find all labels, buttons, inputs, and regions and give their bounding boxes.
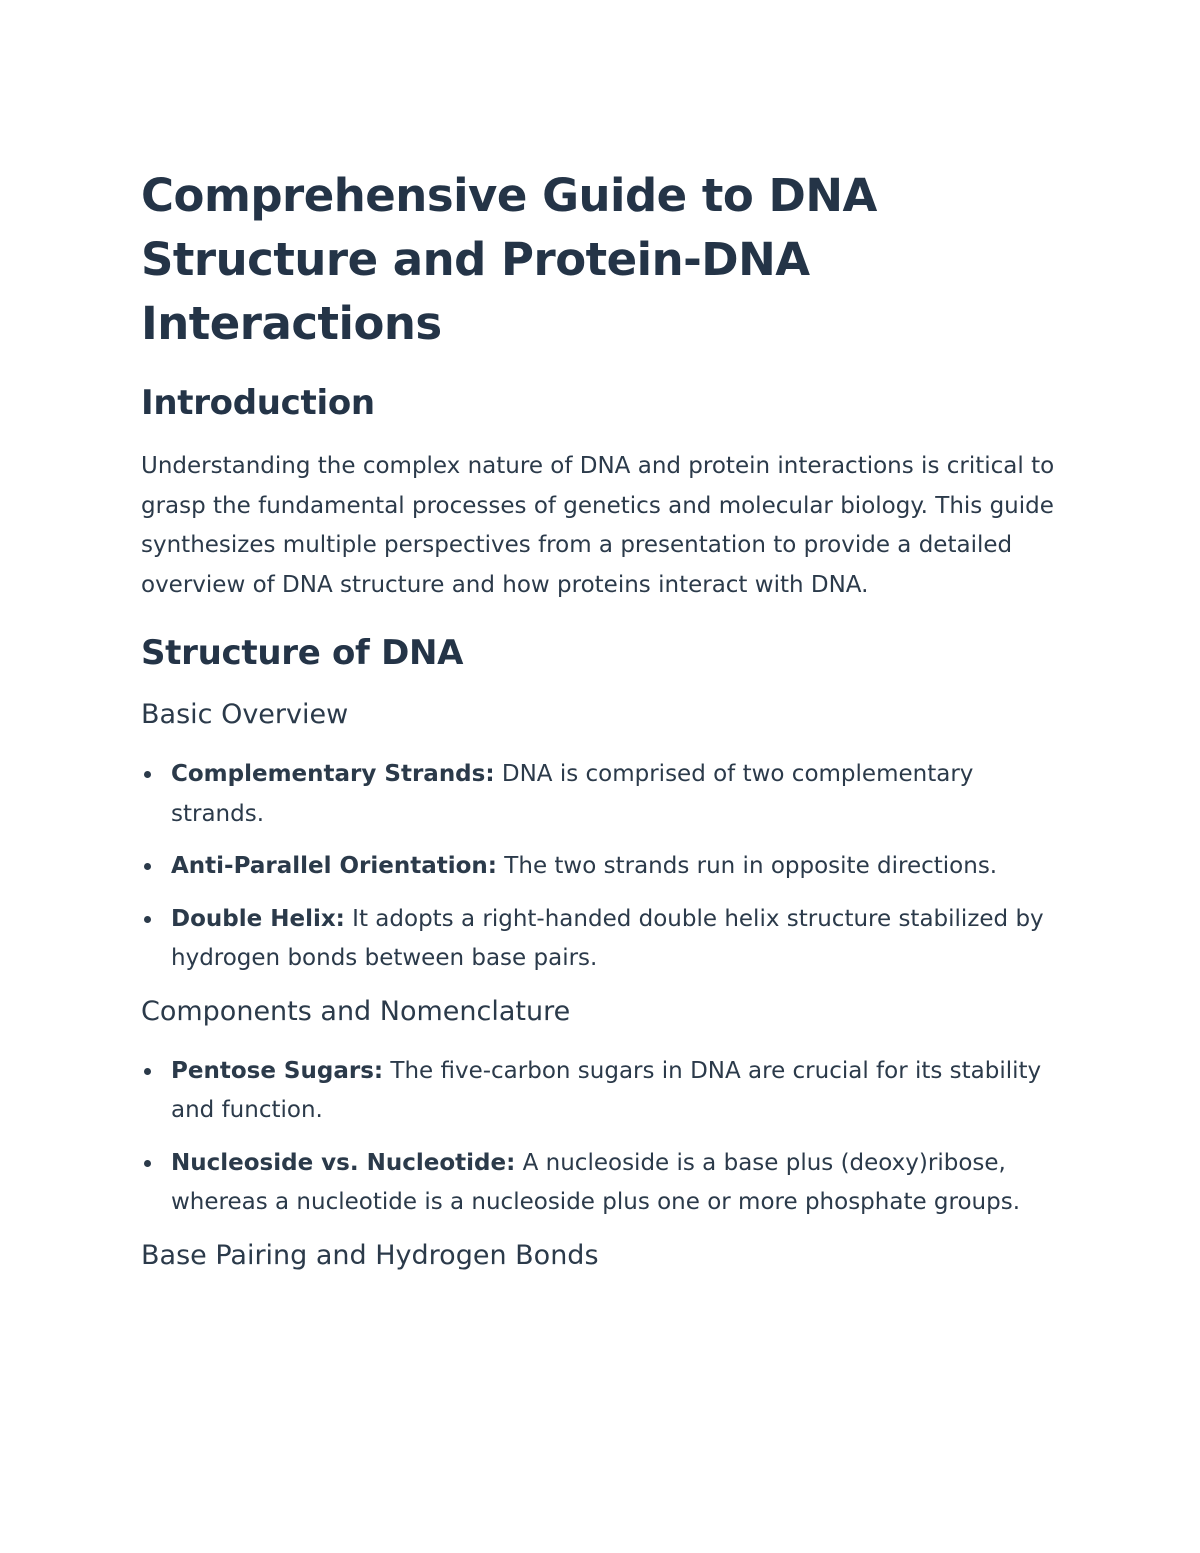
introduction-paragraph: Understanding the complex nature of DNA and protein interactions is critical to grasp the fundamental processes of genetics and molecular biology. This guide synthesizes multiple perspectives from a presentation to provide a detailed overview of DNA structure and how proteins interact with DNA.	[141, 453, 1055, 598]
components-list	[141, 1052, 1061, 1223]
bullet-icon	[144, 1068, 151, 1075]
bullet-icon	[144, 771, 151, 778]
list-item	[141, 1144, 1061, 1223]
list-item-term: Complementary Strands:	[171, 761, 495, 787]
list-item-text: The five-carbon sugars in DNA are crucial for its stability and function.	[171, 1057, 1042, 1123]
list-item	[141, 847, 1061, 887]
basic-overview-list	[141, 755, 1061, 979]
list-item-term: Pentose Sugars:	[171, 1057, 384, 1084]
list-item-text: DNA is comprised of two complementary strands.	[171, 761, 974, 827]
document-title: Comprehensive Guide to DNA Structure and Protein-DNA Interactions	[141, 169, 877, 350]
list-item-text: A nucleoside is a base plus (deoxy)ribose, whereas a nucleotide is a nucleoside plus one or more phosphate groups.	[171, 1149, 1021, 1215]
list-item-term: Nucleoside vs. Nucleotide:	[171, 1149, 516, 1176]
base-pairing-heading: Base Pairing and Hydrogen Bonds	[141, 1239, 599, 1271]
list-item-text: It adopts a right-handed double helix structure stabilized by hydrogen bonds between base pairs.	[171, 905, 1044, 971]
list-item-term: Anti-Parallel Orientation:	[171, 853, 497, 879]
document-page	[141, 160, 1061, 1274]
list-item	[141, 1052, 1061, 1131]
basic-overview-heading: Basic Overview	[141, 699, 349, 730]
structure-heading: Structure of DNA	[141, 633, 464, 673]
list-item	[141, 900, 1061, 979]
introduction-heading: Introduction	[141, 383, 375, 423]
list-item	[141, 755, 1061, 834]
bullet-icon	[144, 916, 151, 923]
list-item-term: Double Helix:	[171, 905, 345, 932]
bullet-icon	[144, 863, 151, 870]
bullet-icon	[144, 1160, 151, 1167]
list-item-text: The two strands run in opposite directions.	[497, 853, 998, 879]
components-heading: Components and Nomenclature	[141, 995, 571, 1027]
